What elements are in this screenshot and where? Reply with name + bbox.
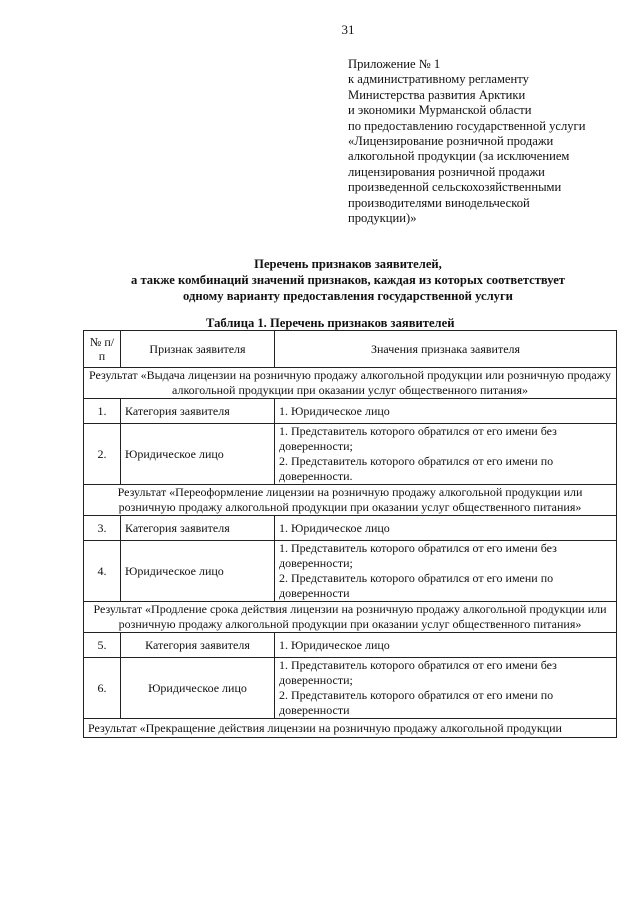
row-value: 1. Юридическое лицо <box>275 633 617 658</box>
appendix-line: Приложение № 1 <box>348 57 441 71</box>
header-sign: Признак заявителя <box>121 331 275 368</box>
row-num: 1. <box>84 399 121 424</box>
appendix-line: Министерства развития Арктики <box>348 87 526 102</box>
result-row <box>84 719 617 738</box>
row-value: 2. Представитель которого обратился от его имени по доверенности. <box>279 454 554 483</box>
table-row <box>84 633 617 658</box>
row-value: 1. Юридическое лицо <box>275 399 617 424</box>
result-text: Результат «Прекращение действия лицензии на розничную продажу алкогольной продукции <box>84 719 617 738</box>
row-sign: Юридическое лицо <box>121 541 275 602</box>
result-text: Результат «Выдача лицензии на розничную продажу алкогольной продукции или розничную продажу алкогольной продукции при оказании услуг общественного питания» <box>84 368 617 399</box>
row-values <box>275 424 617 485</box>
row-num: 6. <box>84 658 121 719</box>
appendix-line: «Лицензирование розничной продажи <box>348 134 554 149</box>
appendix-line: и экономики Мурманской области <box>348 103 532 118</box>
appendix-line: произведенной сельскохозяйственными <box>348 180 562 195</box>
table-row <box>84 424 617 485</box>
table-header-row <box>84 331 617 368</box>
appendix-line: алкогольной продукции (за исключением <box>348 149 570 164</box>
table-row <box>84 516 617 541</box>
row-value: 1. Юридическое лицо <box>275 516 617 541</box>
row-sign: Категория заявителя <box>121 399 275 424</box>
appendix-line: производителями винодельческой <box>348 195 530 210</box>
page-number: 31 <box>341 22 355 37</box>
table-row <box>84 541 617 602</box>
row-value: 1. Представитель которого обратился от его имени без доверенности; <box>279 424 557 453</box>
criteria-table <box>83 330 617 738</box>
appendix-line: к административному регламенту <box>348 72 529 87</box>
row-num: 2. <box>84 424 121 485</box>
header-num: № п/п <box>84 331 121 368</box>
row-sign: Категория заявителя <box>121 516 275 541</box>
table-caption: Таблица 1. Перечень признаков заявителей <box>206 316 455 330</box>
header-values: Значения признака заявителя <box>275 331 617 368</box>
appendix-line: по предоставлению государственной услуги <box>348 118 586 133</box>
result-row <box>84 602 617 633</box>
result-row <box>84 368 617 399</box>
row-value: 1. Представитель которого обратился от его имени без доверенности; <box>279 658 557 687</box>
heading-line: а также комбинаций значений признаков, каждая из которых соответствует <box>131 273 565 287</box>
row-sign: Юридическое лицо <box>121 424 275 485</box>
appendix-block <box>348 57 618 226</box>
heading-line: Перечень признаков заявителей, <box>254 257 442 271</box>
table-row <box>84 399 617 424</box>
row-sign: Юридическое лицо <box>121 658 275 719</box>
row-num: 4. <box>84 541 121 602</box>
appendix-line: продукции)» <box>348 211 417 226</box>
row-values <box>275 658 617 719</box>
row-num: 3. <box>84 516 121 541</box>
heading-line: одному варианту предоставления государственной услуги <box>183 289 513 303</box>
result-text: Результат «Продление срока действия лицензии на розничную продажу алкогольной продукции или розничную продажу алкогольной продукции при оказании услуг общественного питания» <box>84 602 617 633</box>
row-num: 5. <box>84 633 121 658</box>
row-values <box>275 541 617 602</box>
row-value: 1. Представитель которого обратился от его имени без доверенности; <box>279 541 557 570</box>
row-sign: Категория заявителя <box>121 633 275 658</box>
result-text: Результат «Переоформление лицензии на розничную продажу алкогольной продукции или розничную продажу алкогольной продукции при оказании услуг общественного питания» <box>84 485 617 516</box>
table-row <box>84 658 617 719</box>
row-value: 2. Представитель которого обратился от его имени по доверенности <box>279 688 554 717</box>
document-heading <box>0 256 640 304</box>
appendix-line: лицензирования розничной продажи <box>348 164 545 179</box>
result-row <box>84 485 617 516</box>
row-value: 2. Представитель которого обратился от его имени по доверенности <box>279 571 554 600</box>
